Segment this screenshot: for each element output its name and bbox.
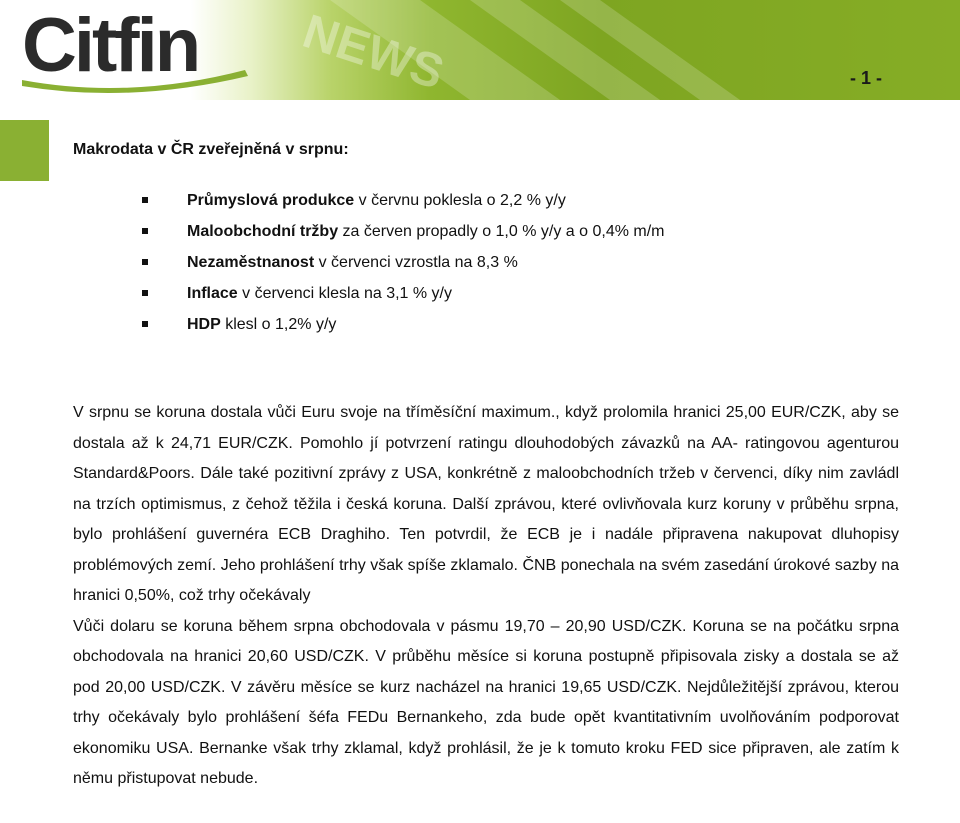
list-item-bold: HDP (187, 316, 221, 333)
list-item (140, 187, 664, 218)
svg-text:NEWS: NEWS (296, 5, 450, 100)
list-item-text: v červnu poklesla o 2,2 % y/y (354, 192, 566, 209)
square-bullet-icon (142, 228, 148, 234)
list-item-text: v červenci klesla na 3,1 % y/y (237, 285, 452, 302)
section-heading: Makrodata v ČR zveřejněná v srpnu: (73, 141, 349, 158)
square-bullet-icon (142, 290, 148, 296)
accent-square (0, 120, 49, 181)
page-number: - 1 - (849, 68, 882, 88)
paragraph-eur: V srpnu se koruna dostala vůči Euru svoje na tříměsíční maximum., když prolomila hranici 25,00 EUR/CZK, aby se dostala až k 24,71 EUR/CZK. Pomohlo jí potvrzení ratingu dlouhodobých závazků na AA- ratingovou agenturou Standard&Poors. Dále také pozitivní zprávy z USA, konkrétně z maloobchodních tržeb v červenci, díky nim zavládl na trzích optimismus, z čehož těžila i česká koruna. Další zprávou, které ovlivňovala kurz koruny v průběhu srpna, bylo prohlášení guvernéra ECB Draghiho. Ten potvrdil, že ECB je i nadále připravena nakupovat dluhopisy problémových zemí. Jeho prohlášení trhy však spíše zklamalo. ČNB ponechala na svém zasedání úrokové sazby na hranici 0,50%, což trhy očekávaly (73, 404, 899, 604)
body-text (73, 398, 899, 795)
list-item (140, 280, 664, 311)
citfin-logo: Citfin (22, 3, 199, 88)
list-item (140, 249, 664, 280)
logo-swoosh-icon (20, 60, 250, 100)
list-item-bold: Nezaměstnanost (187, 254, 315, 271)
square-bullet-icon (142, 259, 148, 265)
list-item-bold: Maloobchodní tržby (187, 223, 339, 240)
square-bullet-icon (142, 197, 148, 203)
list-item-text: klesl o 1,2% y/y (220, 316, 337, 333)
square-bullet-icon (142, 321, 148, 327)
list-item (140, 311, 664, 342)
list-item-text: za červen propadly o 1,0 % y/y a o 0,4% m/m (338, 223, 665, 240)
paragraph-usd: Vůči dolaru se koruna během srpna obchodovala v pásmu 19,70 – 20,90 USD/CZK. Koruna se na počátku srpna obchodovala na hranici 20,60 USD/CZK. V průběhu měsíce si koruna postupně připisovala zisky a dostala se až pod 20,00 USD/CZK. V závěru měsíce se kurz nacházel na hranici 19,65 USD/CZK. Nejdůležitější zprávou, kterou trhy očekávaly bylo prohlášení šéfa FEDu Bernankeho, zda bude opět kvantitativním uvolňováním podporovat ekonomiku USA. Bernanke však trhy zklamal, když prohlásil, že je k tomuto kroku FED sice připraven, ale zatím k němu přistupovat nebude. (73, 617, 899, 787)
page-header (0, 0, 960, 100)
list-item-bold: Inflace (187, 285, 238, 302)
list-item-bold: Průmyslová produkce (187, 192, 355, 209)
indicator-list (140, 187, 664, 342)
list-item (140, 218, 664, 249)
list-item-text: v červenci vzrostla na 8,3 % (314, 254, 518, 271)
